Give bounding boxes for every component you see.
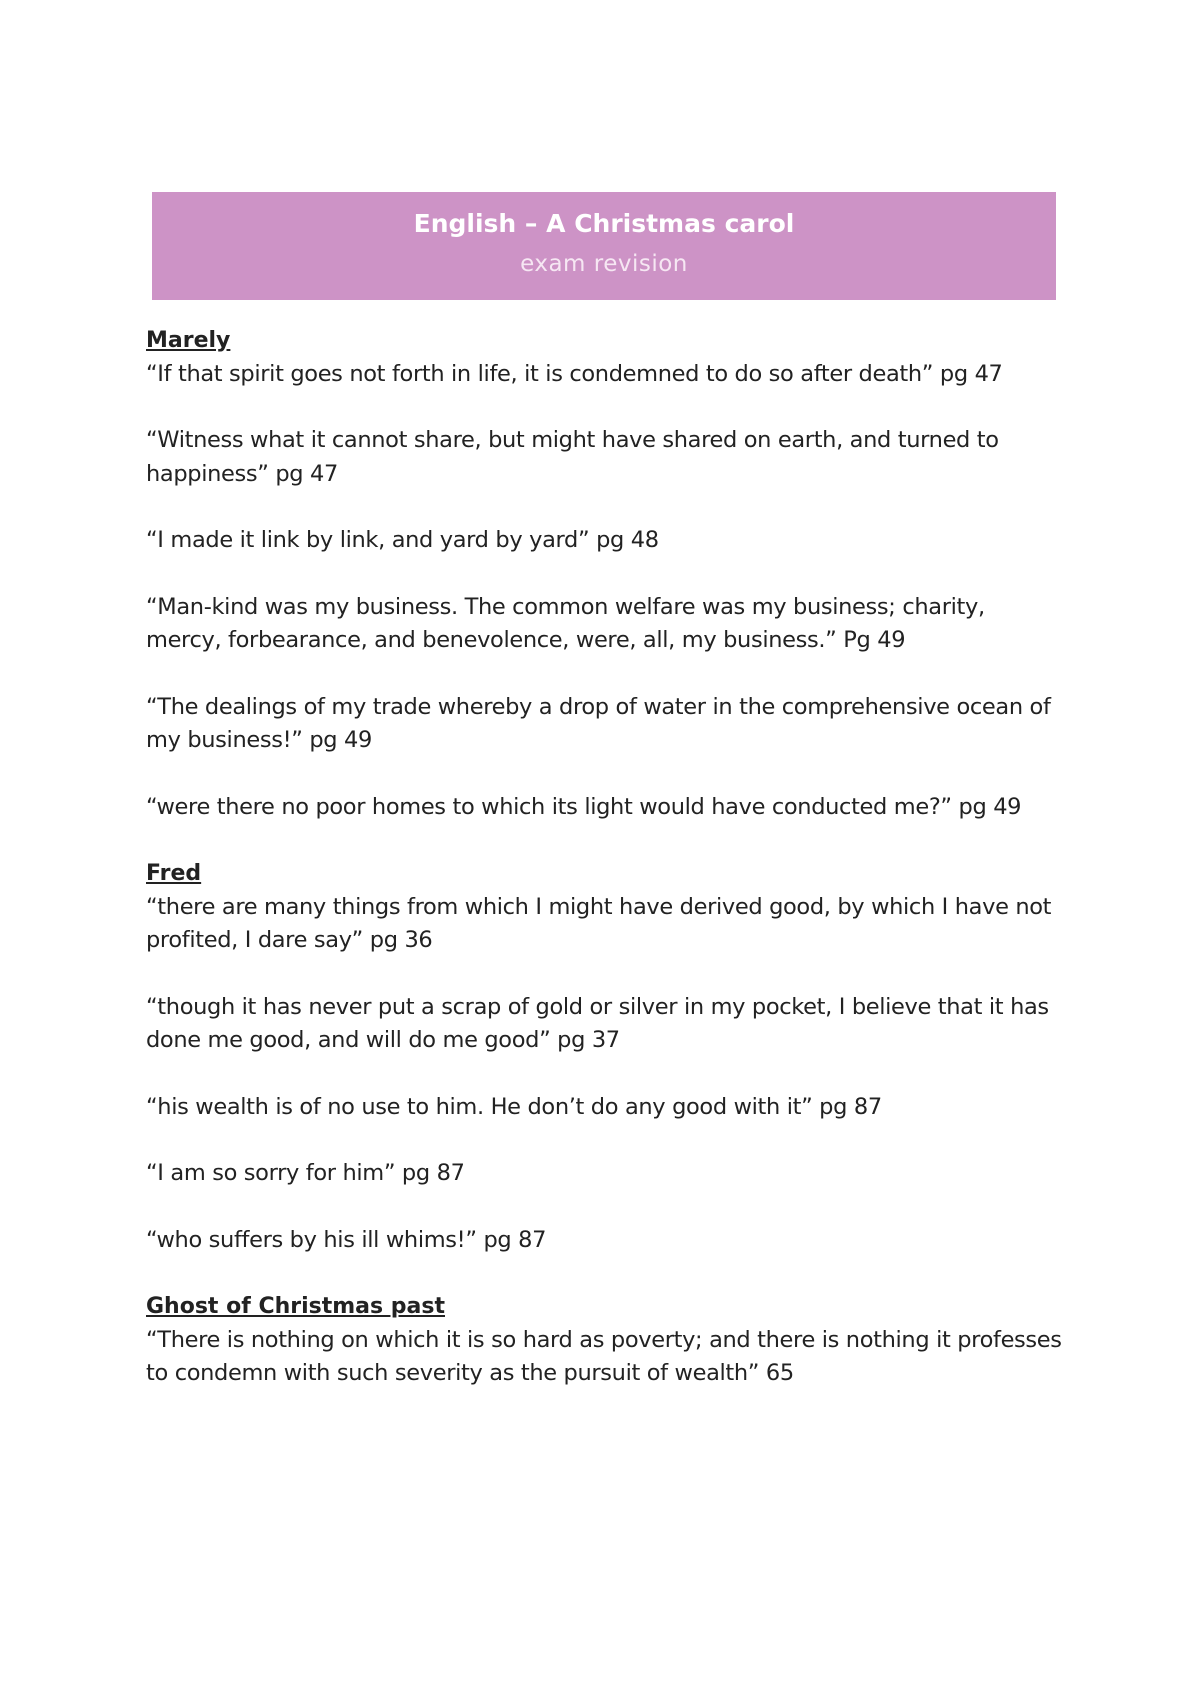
section-heading: Ghost of Christmas past bbox=[146, 1294, 445, 1319]
quote: “If that spirit goes not forth in life, it is condemned to do so after death” pg 47 bbox=[146, 360, 1003, 387]
quote: “Man-kind was my business. The common welfare was my business; charity, mercy, forbearance, and benevolence, were, all, my business.” Pg 49 bbox=[146, 593, 985, 653]
section-ghost-of-christmas-past bbox=[146, 1290, 1066, 1391]
section-marely bbox=[146, 324, 1066, 824]
quote: “There is nothing on which it is so hard as poverty; and there is nothing it professes to condemn with such severity as the pursuit of wealth” 65 bbox=[146, 1326, 1062, 1386]
quote: “Witness what it cannot share, but might have shared on earth, and turned to happiness” pg 47 bbox=[146, 427, 999, 487]
quote: “his wealth is of no use to him. He don’t do any good with it” pg 87 bbox=[146, 1093, 882, 1120]
quote: “were there no poor homes to which its light would have conducted me?” pg 49 bbox=[146, 793, 1022, 820]
quote: “I made it link by link, and yard by yard” pg 48 bbox=[146, 527, 659, 553]
quote: “there are many things from which I might have derived good, by which I have not profited, I dare say” pg 36 bbox=[146, 893, 1052, 953]
quote: “I am so sorry for him” pg 87 bbox=[146, 1160, 465, 1186]
section-fred bbox=[146, 857, 1066, 1257]
section-heading: Fred bbox=[146, 861, 202, 886]
quote: “though it has never put a scrap of gold or silver in my pocket, I believe that it has done me good, and will do me good” pg 37 bbox=[146, 993, 1049, 1053]
section-heading: Marely bbox=[146, 328, 231, 353]
quote: “The dealings of my trade whereby a drop of water in the comprehensive ocean of my business!” pg 49 bbox=[146, 693, 1051, 753]
document-body bbox=[146, 324, 1066, 1424]
title-banner bbox=[152, 192, 1056, 300]
document-title: English – A Christmas carol bbox=[413, 209, 795, 238]
document-subtitle: exam revision bbox=[520, 251, 688, 277]
quote: “who suffers by his ill whims!” pg 87 bbox=[146, 1226, 547, 1253]
